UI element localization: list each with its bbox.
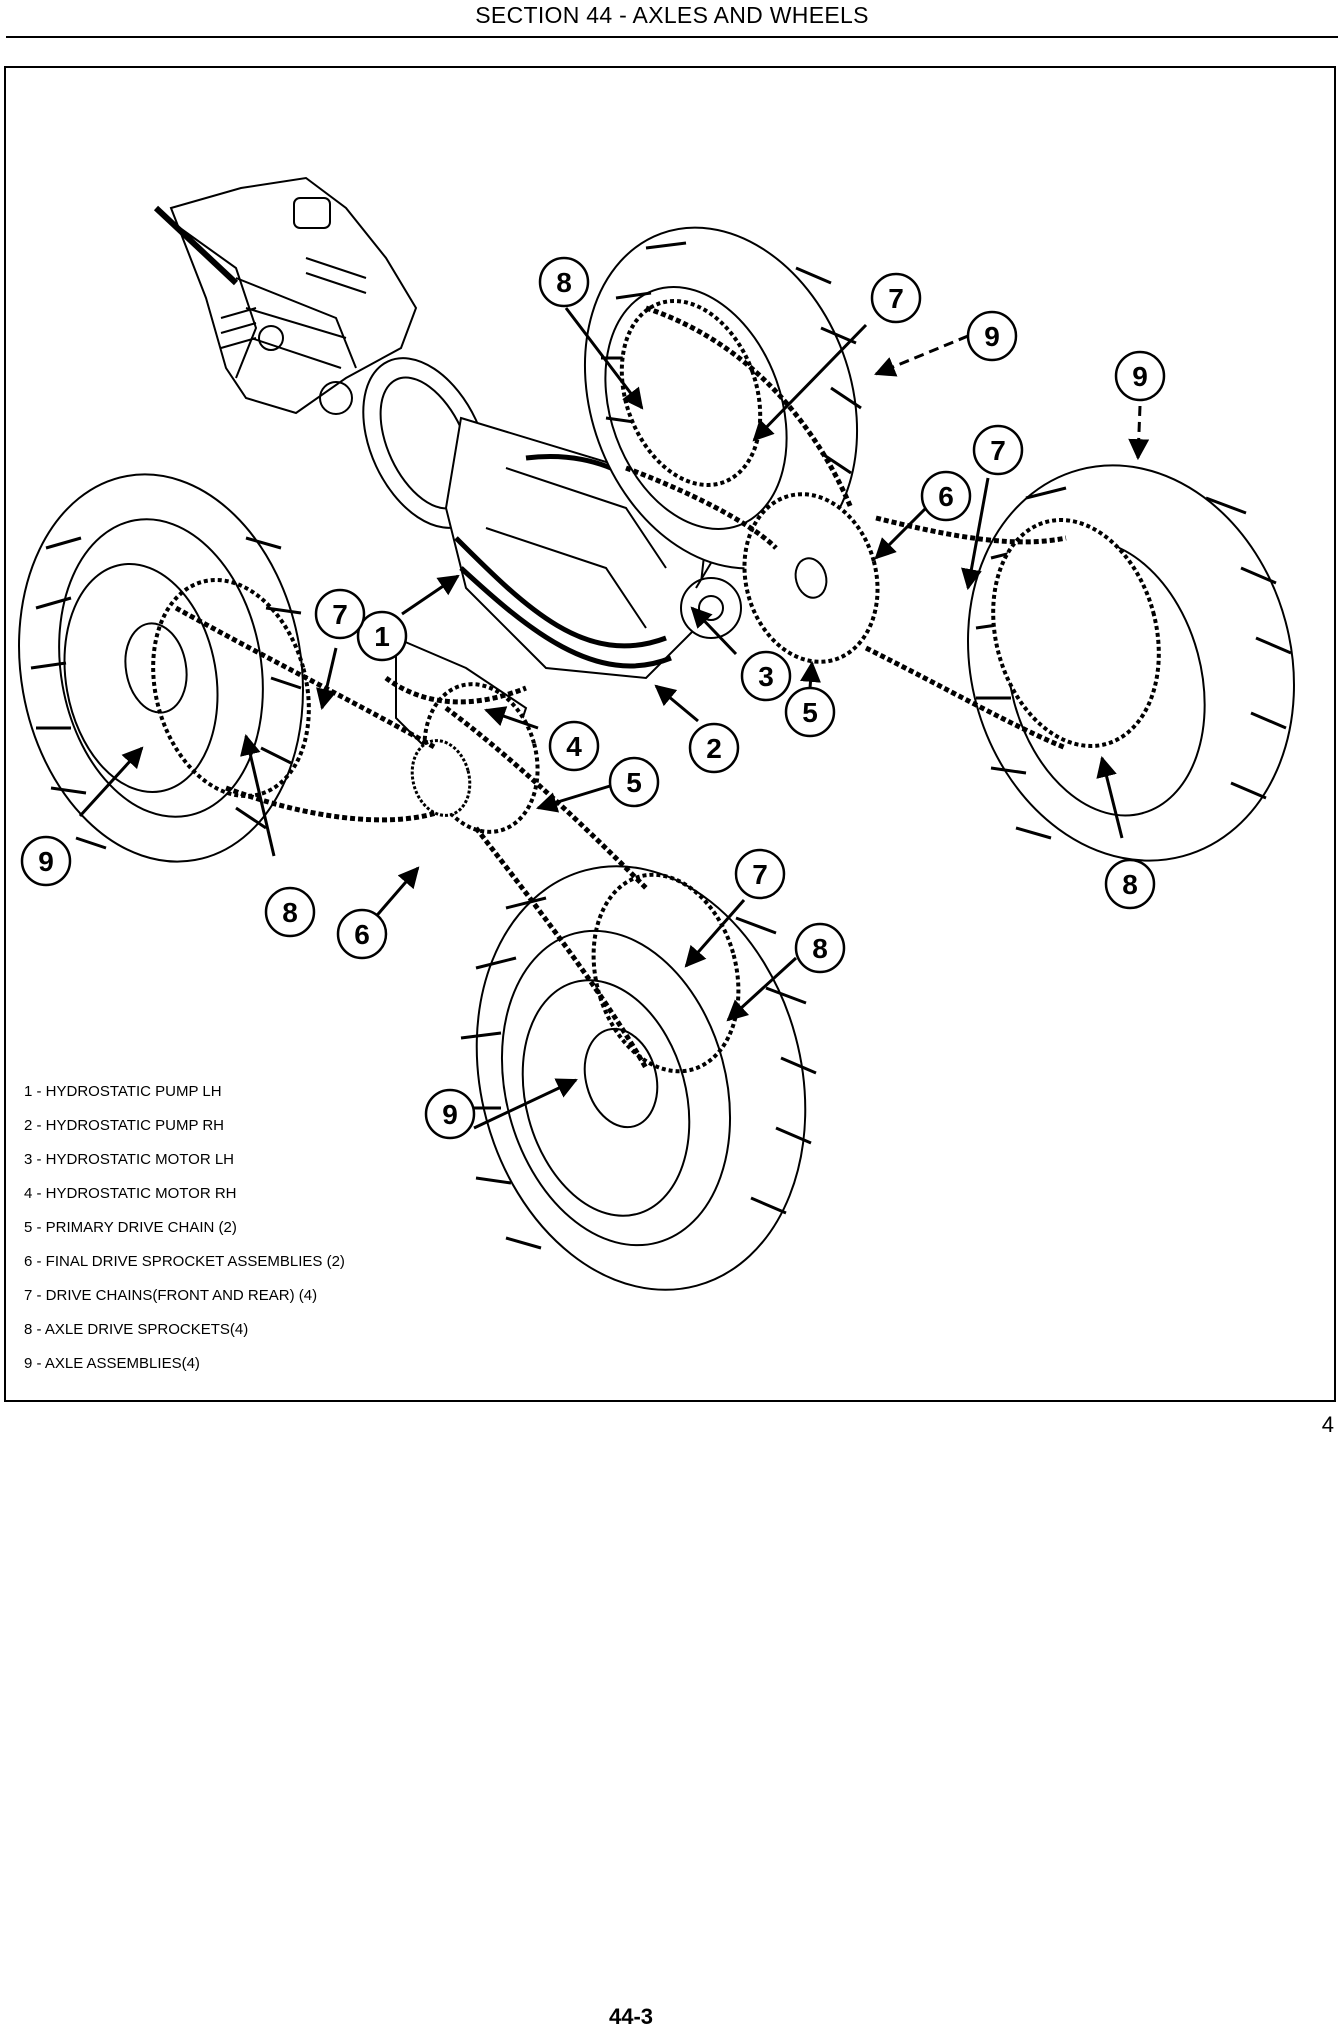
callout-6a [922, 472, 970, 520]
callout-7b [974, 426, 1022, 474]
callout-label: 8 [556, 267, 572, 298]
callout-label: 5 [626, 767, 642, 798]
callout-3 [742, 652, 790, 700]
callout-8b [1106, 860, 1154, 908]
legend-item: 8 - AXLE DRIVE SPROCKETS(4) [24, 1321, 249, 1338]
legend-item: 3 - HYDROSTATIC MOTOR LH [24, 1151, 235, 1168]
callout-1 [358, 612, 406, 660]
callout-7a [872, 274, 920, 322]
callout-label: 9 [38, 846, 54, 877]
page-number: 44-3 [608, 2004, 654, 2029]
callout-7d [736, 850, 784, 898]
callout-label: 1 [374, 621, 390, 652]
callout-label: 8 [1122, 869, 1138, 900]
legend-item: 5 - PRIMARY DRIVE CHAIN (2) [24, 1219, 237, 1236]
callout-2 [690, 724, 738, 772]
callout-9b [1116, 352, 1164, 400]
callout-9c [22, 837, 70, 885]
callout-5 [610, 758, 658, 806]
legend-item: 9 - AXLE ASSEMBLIES(4) [24, 1355, 200, 1372]
callout-7c [316, 590, 364, 638]
header-rule [6, 36, 1338, 38]
callout-9d [426, 1090, 474, 1138]
callout-8d [796, 924, 844, 972]
callout-4 [550, 722, 598, 770]
callout-label: 7 [888, 283, 904, 314]
callout-9a [968, 312, 1016, 360]
callout-label: 7 [990, 435, 1006, 466]
callout-6b [338, 910, 386, 958]
legend-item: 2 - HYDROSTATIC PUMP RH [24, 1117, 225, 1134]
callout-label: 5 [802, 697, 818, 728]
parts-legend [24, 1075, 345, 1381]
callout-label: 4 [566, 731, 582, 762]
callout-label: 8 [812, 933, 828, 964]
callout-label: 9 [984, 321, 1000, 352]
callout-label: 6 [354, 919, 370, 950]
wheel-rear-right [431, 829, 851, 1327]
section-header: SECTION 44 - AXLES AND WHEELS [475, 2, 869, 28]
callout-8c [266, 888, 314, 936]
legend-item: 4 - HYDROSTATIC MOTOR RH [24, 1185, 237, 1202]
callout-label: 3 [758, 661, 774, 692]
legend-item: 7 - DRIVE CHAINS(FRONT AND REAR) (4) [24, 1287, 318, 1304]
legend-item: 6 - FINAL DRIVE SPROCKET ASSEMBLIES (2) [24, 1253, 345, 1270]
callout-label: 2 [706, 733, 722, 764]
legend-item: 1 - HYDROSTATIC PUMP LH [24, 1083, 222, 1100]
callout-label: 9 [1132, 361, 1148, 392]
callout-label: 9 [442, 1099, 458, 1130]
callout-label: 7 [332, 599, 348, 630]
figure-number: 4 [1321, 1412, 1334, 1437]
callout-label: 6 [938, 481, 954, 512]
callout-label: 8 [282, 897, 298, 928]
callout-5b [786, 688, 834, 736]
callout-8a [540, 258, 588, 306]
callout-label: 7 [752, 859, 768, 890]
